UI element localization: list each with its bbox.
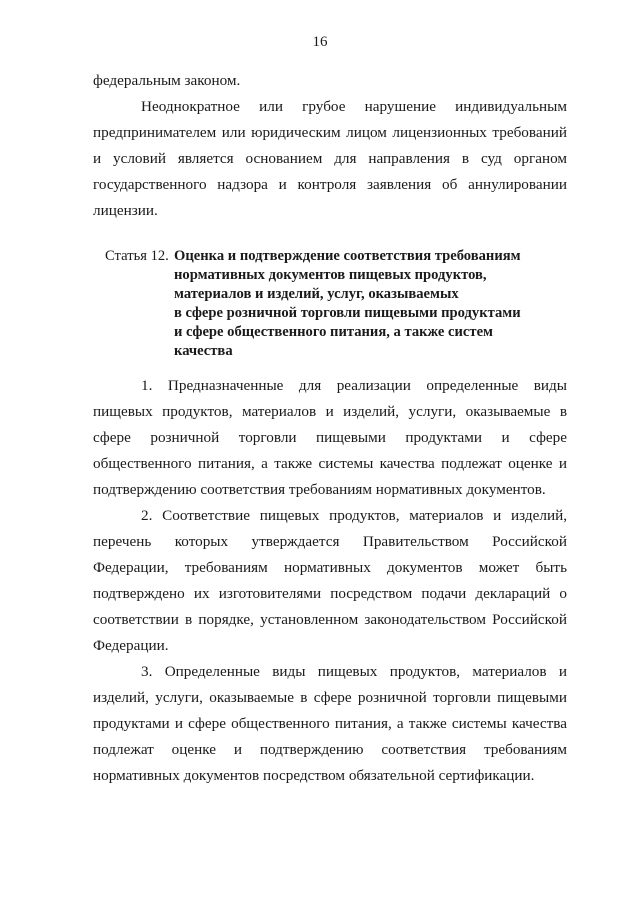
intro-block <box>93 68 567 224</box>
article-title <box>174 247 554 361</box>
page-number: 16 <box>312 34 328 50</box>
article-title-line: и сфере общественного питания, а также систем <box>174 324 493 340</box>
article-title-line: качества <box>174 343 233 359</box>
paragraph-1: 1. Предназначенные для реализации определенные виды пищевых продуктов, материалов и изделий, услуги, оказываемые в сфере розничной торговли пищевыми продуктами и сфере общественного питания, а также системы качества подлежат оценке и подтверждению соответствия требованиям нормативных документов. <box>93 377 567 498</box>
paragraph-3: 3. Определенные виды пищевых продуктов, материалов и изделий, услуги, оказываемые в сфере розничной торговли пищевыми продуктами и сфере общественного питания, а также системы качества подлежат оценке и подтверждению соответствия требованиям нормативных документов посредством обязательной сертификации. <box>93 663 567 784</box>
article-title-line: в сфере розничной торговли пищевыми продуктами <box>174 305 521 321</box>
article-title-line: Оценка и подтверждение соответствия требованиям <box>174 248 521 264</box>
article-title-line: материалов и изделий, услуг, оказываемых <box>174 286 459 302</box>
intro-paragraph: Неоднократное или грубое нарушение индивидуальным предпринимателем или юридическим лицом лицензионных требований и условий является основанием для направления в суд органом государственного надзора и контроля заявления об аннулировании лицензии. <box>93 98 567 219</box>
intro-line: федеральным законом. <box>93 72 241 89</box>
paragraph-2: 2. Соответствие пищевых продуктов, материалов и изделий, перечень которых утверждается Правительством Российской Федерации, требованиям нормативных документов может быть подтверждено их изготовителями посредством подачи деклараций о соответствии в порядке, установленном законодательством Российской Федерации. <box>93 507 567 654</box>
article-label: Статья 12. <box>105 248 169 264</box>
article-title-line: нормативных документов пищевых продуктов, <box>174 267 487 283</box>
article-body <box>93 373 567 789</box>
